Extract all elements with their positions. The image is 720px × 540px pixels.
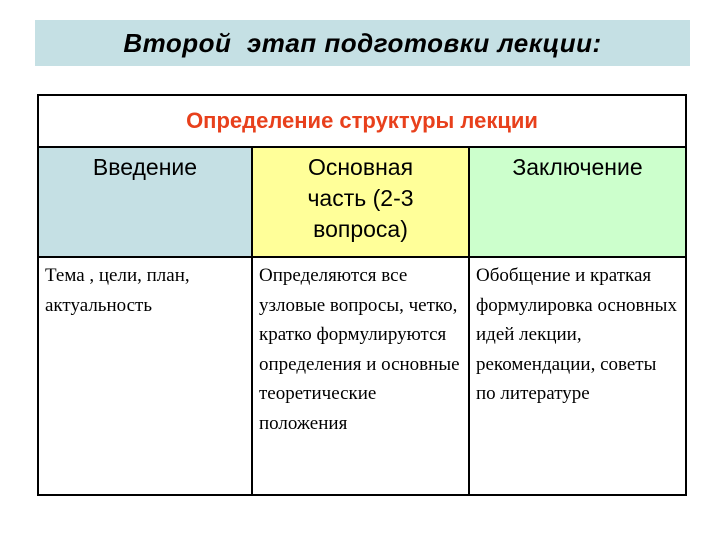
section-descriptions-row — [38, 257, 686, 495]
slide-title: Второй этап подготовки лекции: — [123, 27, 602, 58]
section-description-main-part: Определяются все узловые вопросы, четко, кратко формулируются определения и основные теоретические положения — [252, 257, 469, 495]
section-title-main-part-text: Основная часть (2-3 вопроса) — [307, 154, 414, 242]
section-title-conclusion: Заключение — [469, 147, 686, 257]
section-description-introduction: Тема , цели, план, актуальность — [38, 257, 252, 495]
table-header-row — [38, 95, 686, 147]
table-header: Определение структуры лекции — [38, 95, 686, 147]
section-title-main-part — [252, 147, 469, 257]
section-description-conclusion: Обобщение и краткая формулировка основных идей лекции, рекомендации, советы по литературе — [469, 257, 686, 495]
section-title-introduction: Введение — [38, 147, 252, 257]
slide-title-bar — [35, 20, 690, 66]
section-titles-row — [38, 147, 686, 257]
lecture-structure-table — [37, 94, 687, 496]
